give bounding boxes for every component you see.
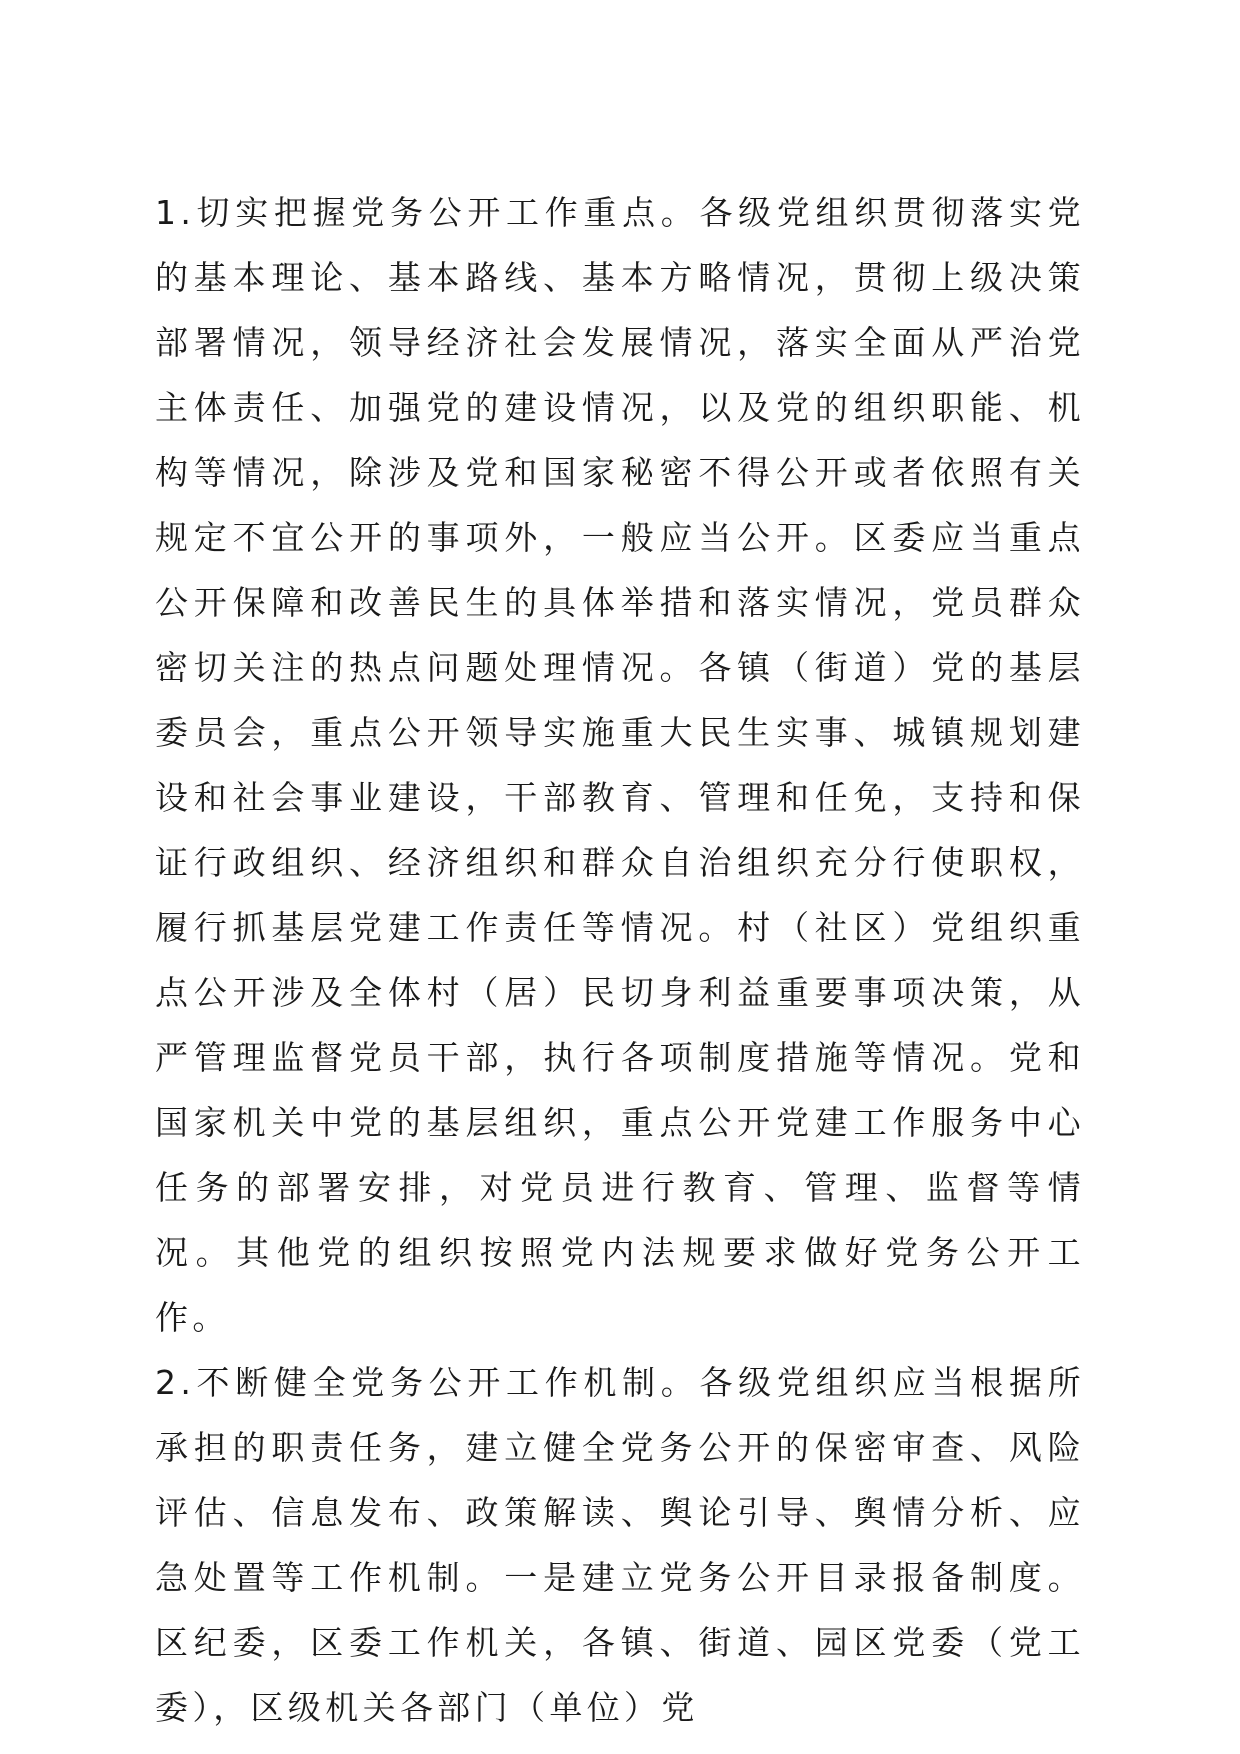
paragraph-1: 1.切实把握党务公开工作重点。各级党组织贯彻落实党的基本理论、基本路线、基本方略情况，贯彻上级决策部署情况，领导经济社会发展情况，落实全面从严治党主体责任、加强党的建设情况，以及党的组织职能、机构等情况，除涉及党和国家秘密不得公开或者依照有关规定不宜公开的事项外，一般应当公开。区委应当重点公开保障和改善民生的具体举措和落实情况，党员群众密切关注的热点问题处理情况。各镇（街道）党的基层委员会，重点公开领导实施重大民生实事、城镇规划建设和社会事业建设，干部教育、管理和任免，支持和保证行政组织、经济组织和群众自治组织充分行使职权，履行抓基层党建工作责任等情况。村（社区）党组织重点公开涉及全体村（居）民切身利益重要事项决策，从严管理监督党员干部，执行各项制度措施等情况。党和国家机关中党的基层组织，重点公开党建工作服务中心任务的部署安排，对党员进行教育、管理、监督等情况。其他党的组织按照党内法规要求做好党务公开工作。 (155, 193, 1085, 1337)
paragraph-2: 2.不断健全党务公开工作机制。各级党组织应当根据所承担的职责任务，建立健全党务公开的保密审查、风险评估、信息发布、政策解读、舆论引导、舆情分析、应急处置等工作机制。一是建立党务公开目录报备制度。区纪委，区委工作机关，各镇、街道、园区党委（党工委），区级机关各部门（单位）党 (155, 1363, 1085, 1727)
document-body (155, 180, 1085, 1740)
